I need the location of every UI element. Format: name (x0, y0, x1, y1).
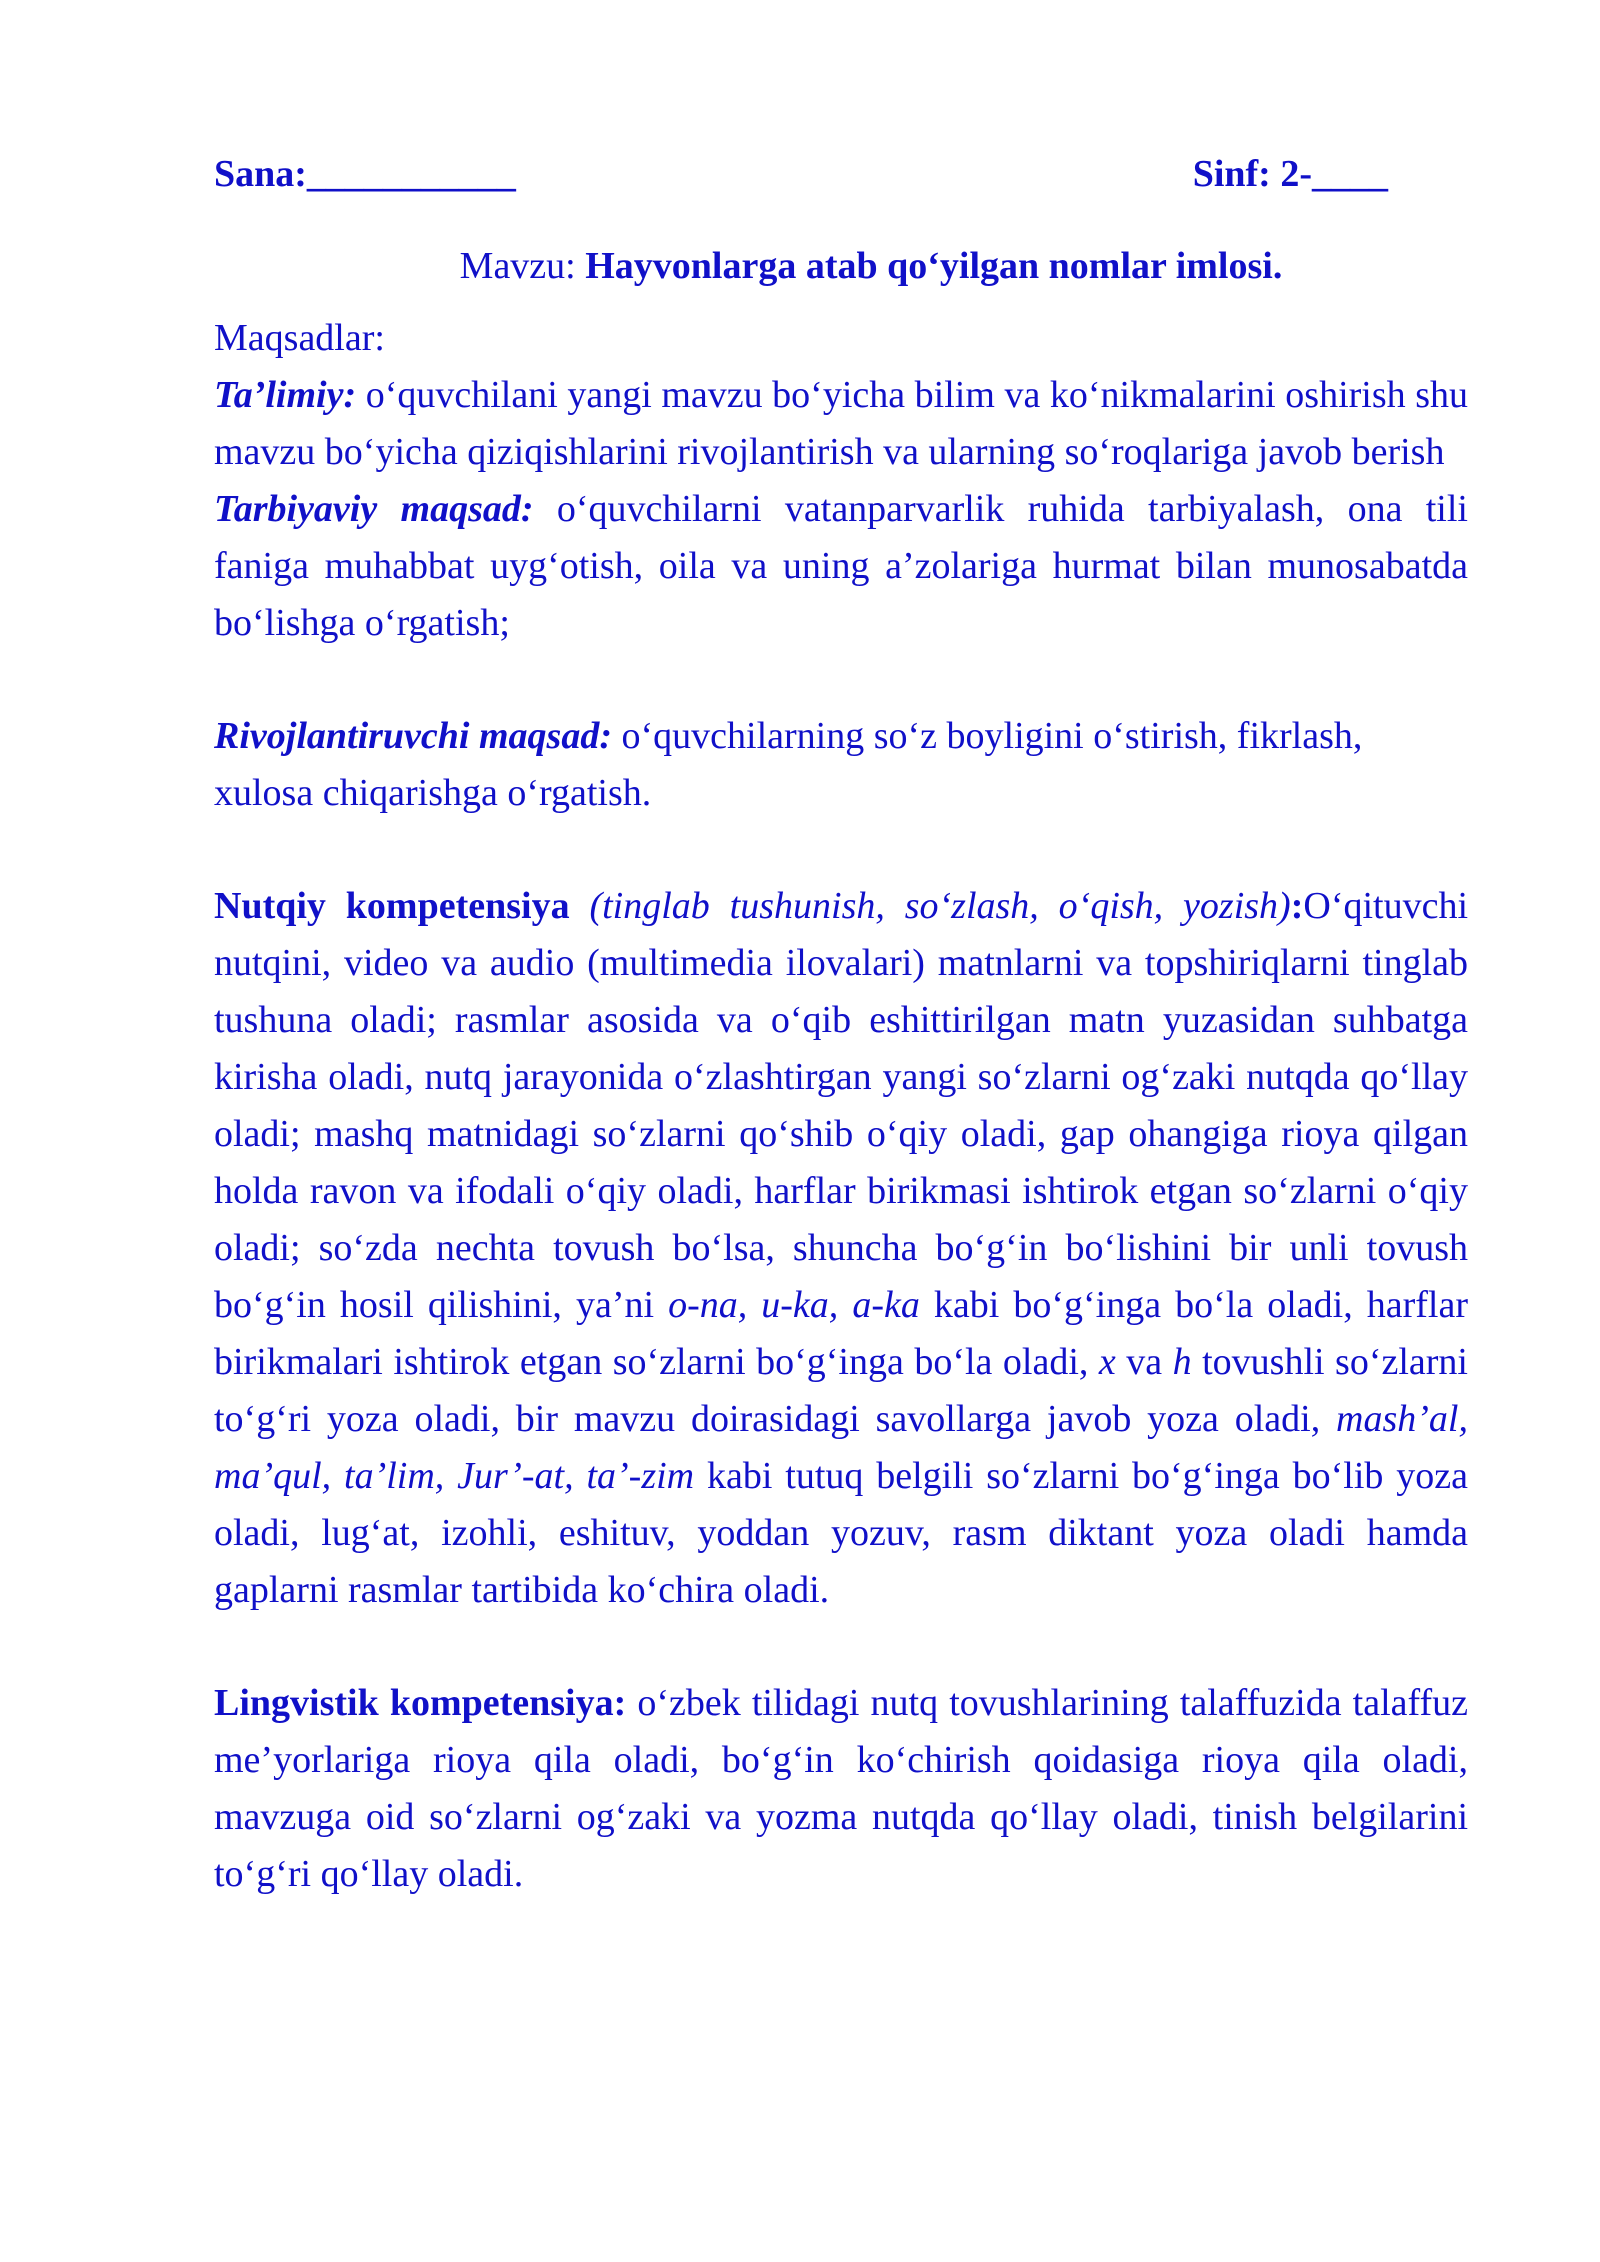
speech-competence-text-3: va (1115, 1341, 1173, 1383)
class-field: Sinf: 2-____ (1192, 153, 1388, 195)
speech-competence-label: Nutqiy kompetensiya (214, 885, 570, 927)
goals-heading: Maqsadlar: (214, 317, 385, 359)
linguistic-competence-label: Lingvistik kompetensiya: (214, 1682, 627, 1724)
linguistic-competence-text: o‘zbek tilidagi nutq tovushlarining talaffuzida talaffuz me’yorlariga rioya qila oladi, bo‘g‘in ko‘chirish qoidasiga rioya qila oladi, mavzuga oid so‘zlarni og‘zaki va yozma nutqda qo‘llay oladi, tinish belgilarini to‘g‘ri qo‘llay oladi. (214, 1682, 1469, 1895)
upbringing-goal (214, 481, 1468, 652)
speech-competence-colon: : (1290, 885, 1304, 927)
speech-competence-text-4: tovushli so‘zlarni to‘g‘ri yoza oladi, bir mavzu doirasidagi savollarga javob yoza oladi, (214, 1341, 1468, 1440)
letter-h: h (1172, 1341, 1192, 1383)
speech-competence-text-5: kabi tutuq belgili so‘zlarni bo‘g‘inga bo‘lib yoza oladi, lug‘at, izohli, eshituv, yoddan yozuv, rasm diktant yoza oladi hamda gaplarni rasmlar tartibida ko‘chira oladi. (214, 1455, 1468, 1611)
speech-competence-text-1: O‘qituvchi nutqini, video va audio (multimedia ilovalari) matnlarni va topshiriqlarni tinglab tushuna oladi; rasmlar asosida va o‘qib eshittirilgan matn yuzasidan suhbatga kirisha oladi, nutq jarayonida o‘zlashtirgan yangi so‘zlarni og‘zaki nutqda qo‘llay oladi; mashq matnidagi so‘zlarni qo‘shib o‘qiy oladi, gap ohangiga rioya qilgan holda ravon va ifodali o‘qiy oladi, harflar birikmasi ishtirok etgan so‘zlarni o‘qiy oladi; so‘zda nechta tovush bo‘lsa, shuncha bo‘g‘in bo‘lishini bir unli tovush bo‘g‘in hosil qilishini, ya’ni (214, 885, 1469, 1326)
date-field: Sana:___________ (214, 153, 516, 195)
educational-goal (214, 367, 1468, 481)
developmental-goal-text: o‘quvchilarning so‘z boyligini o‘stirish, fikrlash, xulosa chiqarishga o‘rgatish. (214, 715, 1363, 814)
speech-competence (214, 878, 1468, 1619)
speech-competence-text-2: kabi bo‘g‘inga bo‘la oladi, harflar birikmalari ishtirok etgan so‘zlarni bo‘g‘inga bo‘la oladi, (214, 1284, 1469, 1383)
upbringing-goal-text: o‘quvchilarni vatanparvarlik ruhida tarbiyalash, ona tili faniga muhabbat uyg‘otish, oila va uning a’zolariga hurmat bilan munosabatda bo‘lishga o‘rgatish; (214, 488, 1468, 644)
spacer (214, 1619, 1468, 1675)
topic-title: Hayvonlarga atab qo‘yilgan nomlar imlosi. (585, 245, 1283, 287)
developmental-goal (214, 708, 1468, 822)
header-row (214, 152, 1468, 196)
letter-x: x (1098, 1341, 1116, 1383)
spacer (214, 652, 1468, 708)
educational-goal-text: o‘quvchilani yangi mavzu bo‘yicha bilim va ko‘nikmalarini oshirish shu mavzu bo‘yicha qiziqishlarini rivojlantirish va ularning so‘roqlariga javob berish (214, 374, 1468, 473)
linguistic-competence (214, 1675, 1468, 1903)
topic-line (214, 244, 1468, 288)
upbringing-goal-label: Tarbiyaviy maqsad: (214, 488, 534, 530)
speech-competence-examples-1: o-na, u-ka, a-ka (668, 1284, 920, 1326)
speech-competence-examples-2: mash’al, ma’qul, ta’lim, Jur’-at, ta’-zim (214, 1398, 1468, 1497)
developmental-goal-label: Rivojlantiruvchi maqsad: (214, 715, 612, 757)
topic-label: Mavzu: (459, 245, 586, 287)
speech-competence-skills: (tinglab tushunish, so‘zlash, o‘qish, yozish) (569, 885, 1291, 927)
spacer (214, 822, 1468, 878)
educational-goal-label: Ta’limiy: (214, 374, 357, 416)
